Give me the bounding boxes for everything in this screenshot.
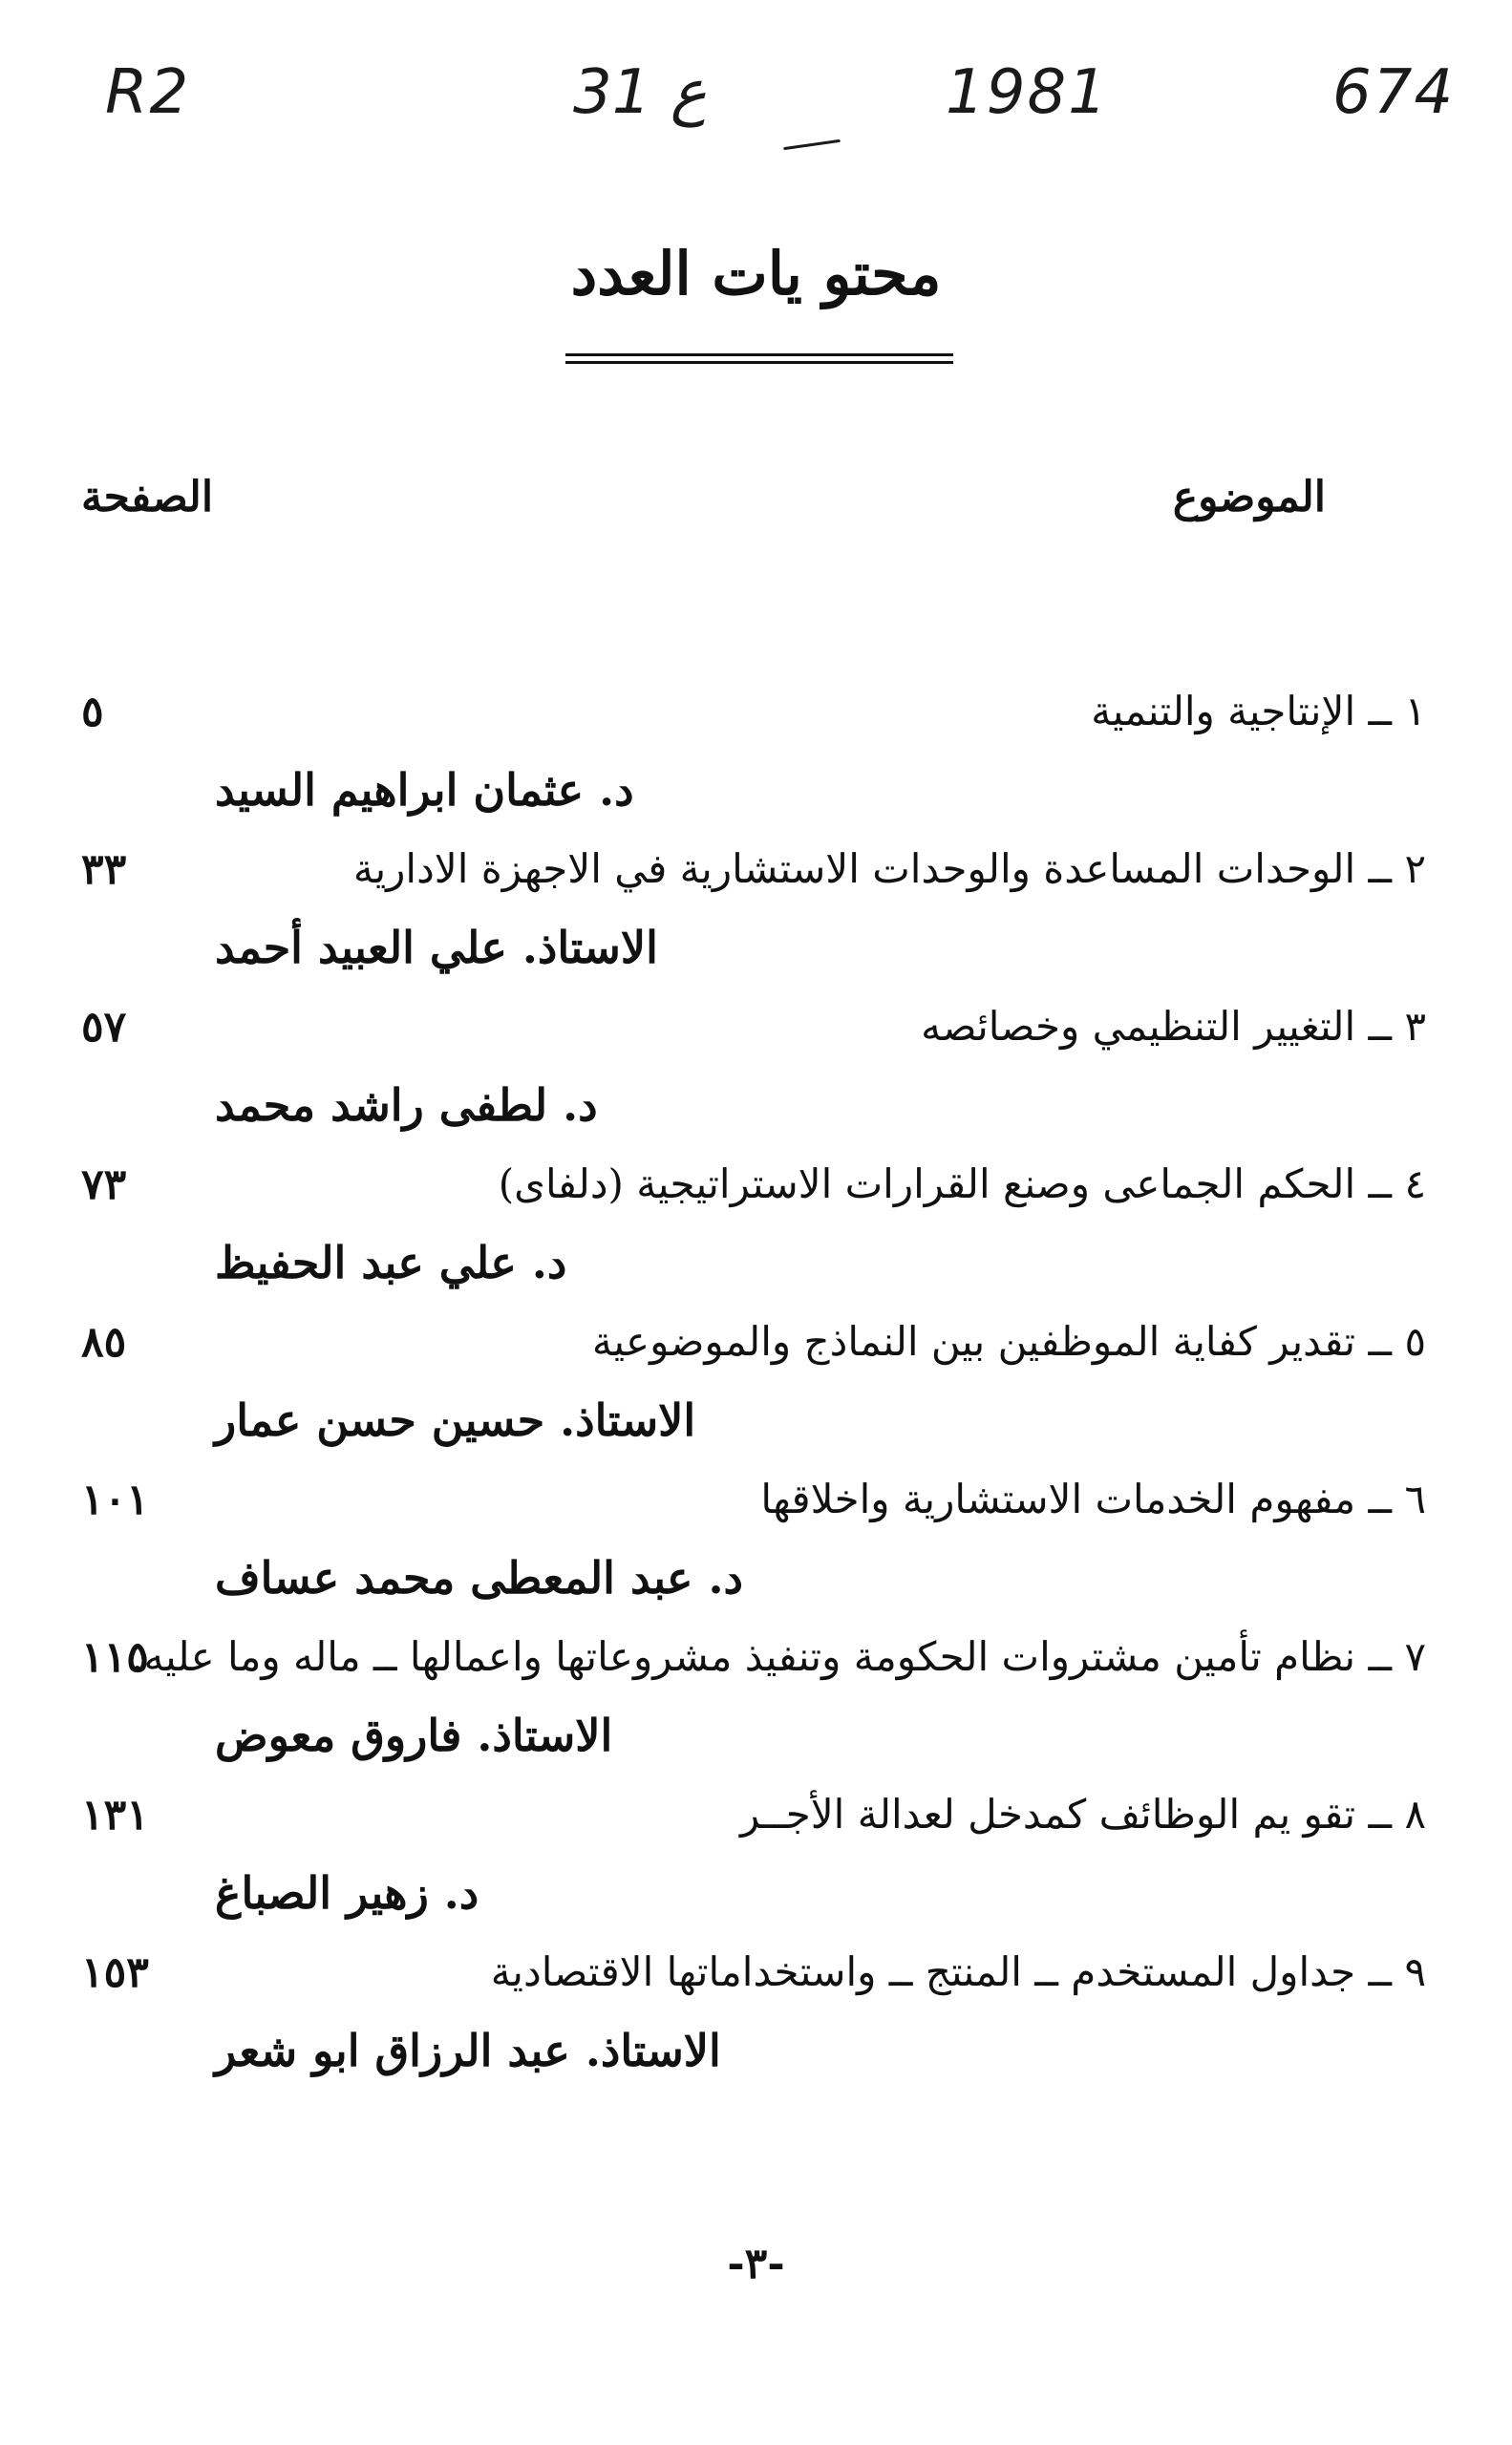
toc-author: الاستاذ. علي العبيد أحمد bbox=[215, 922, 658, 973]
toc-author: الاستاذ. فاروق معوض bbox=[215, 1710, 613, 1761]
handwritten-mark-year: 1981 bbox=[946, 57, 1109, 128]
toc-author: د. علي عبد الحفيظ bbox=[215, 1237, 567, 1288]
toc-topic: ٨ ــ تقو يم الوظائف كمدخل لعدالة الأجــر bbox=[739, 1791, 1426, 1838]
toc-topic: ٩ ــ جداول المستخدم ــ المنتج ــ واستخداماتها الاقتصادية bbox=[490, 1948, 1426, 1995]
toc-entry-7 bbox=[0, 1633, 1512, 1791]
column-header-topic: الموضوع bbox=[1172, 473, 1326, 521]
toc-page-number: ٧٣ bbox=[81, 1160, 127, 1209]
toc-topic: ٦ ــ مفهوم الخدمات الاستشارية واخلاقها bbox=[760, 1476, 1426, 1522]
toc-author: د. عبد المعطى محمد عساف bbox=[215, 1552, 743, 1604]
column-header-page: الصفحة bbox=[81, 473, 214, 521]
handwritten-mark-issue: 31 ع bbox=[573, 57, 707, 128]
title-underline-second bbox=[565, 361, 953, 364]
toc-page-number: ١١٥ bbox=[81, 1633, 149, 1682]
toc-page-number: ١٣١ bbox=[81, 1791, 149, 1839]
toc-entry-4 bbox=[0, 1160, 1512, 1318]
toc-author: د. زهير الصباغ bbox=[215, 1867, 479, 1919]
toc-topic: ٢ ــ الوحدات المساعدة والوحدات الاستشارية في الاجهزة الادارية bbox=[352, 845, 1426, 892]
toc-entry-2 bbox=[0, 845, 1512, 1003]
toc-topic: ١ ــ الإنتاجية والتنمية bbox=[1091, 688, 1426, 734]
toc-author: الاستاذ. حسين حسن عمار bbox=[215, 1394, 696, 1446]
page-folio: -٣- bbox=[727, 2240, 785, 2288]
title-underline bbox=[565, 353, 953, 356]
toc-page-number: ٥٧ bbox=[81, 1003, 127, 1052]
toc-entry-3 bbox=[0, 1003, 1512, 1160]
toc-page-number: ١٠١ bbox=[81, 1476, 149, 1524]
toc-author: د. عثمان ابراهيم السيد bbox=[215, 764, 634, 816]
page-title: محتو يات العدد bbox=[570, 239, 942, 308]
toc-topic: ٤ ــ الحكم الجماعى وصنع القرارات الاستراتيجية (دلفاى) bbox=[498, 1160, 1426, 1207]
toc-entry-6 bbox=[0, 1476, 1512, 1633]
toc-page-number: ٥ bbox=[81, 688, 104, 736]
toc-topic: ٥ ــ تقدير كفاية الموظفين بين النماذج والموضوعية bbox=[591, 1318, 1426, 1365]
toc-entry-5 bbox=[0, 1318, 1512, 1476]
toc-author: الاستاذ. عبد الرزاق ابو شعر bbox=[215, 2025, 721, 2076]
handwritten-mark-number: 674 bbox=[1332, 57, 1456, 128]
handwritten-mark-r2: R2 bbox=[105, 57, 191, 128]
toc-page-number: ٣٣ bbox=[81, 845, 127, 894]
toc-page-number: ١٥٣ bbox=[81, 1948, 149, 1997]
toc-topic: ٧ ــ نظام تأمين مشتروات الحكومة وتنفيذ مشروعاتها واعمالها ــ ماله وما عليه. bbox=[131, 1633, 1426, 1680]
pen-stroke bbox=[783, 139, 841, 150]
toc-entry-1 bbox=[0, 688, 1512, 845]
toc-author: د. لطفى راشد محمد bbox=[215, 1079, 598, 1131]
toc-entry-9 bbox=[0, 1948, 1512, 2106]
toc-page-number: ٨٥ bbox=[81, 1318, 127, 1367]
toc-entry-8 bbox=[0, 1791, 1512, 1948]
toc-topic: ٣ ــ التغيير التنظيمي وخصائصه bbox=[921, 1003, 1426, 1050]
